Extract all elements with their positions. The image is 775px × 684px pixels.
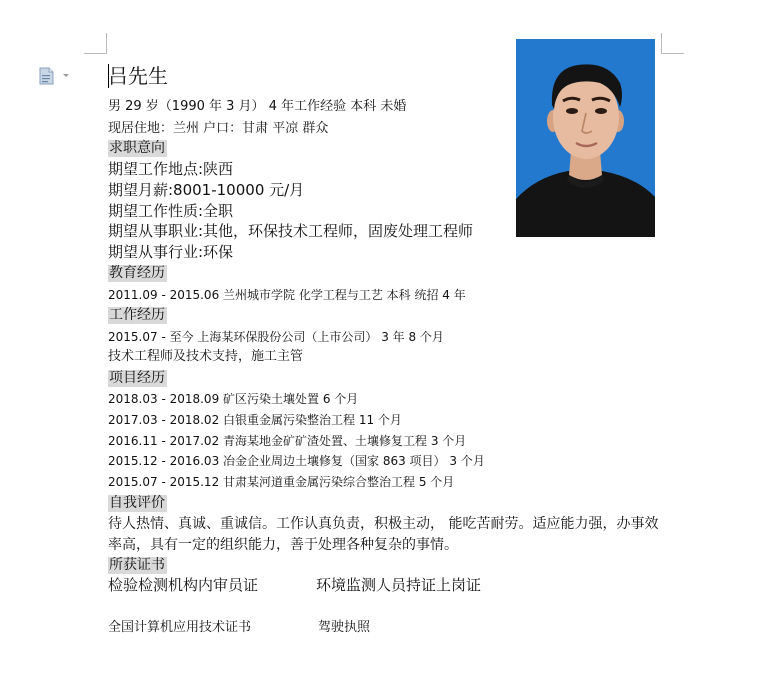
education-entry: 2011.09 - 2015.06 兰州城市学院 化学工程与工艺 本科 统招 4 年 [108,288,466,302]
work-description: 技术工程师及技术支持，施工主管 [108,349,304,364]
margin-corner-top-left [84,33,107,54]
section-heading-education: 教育经历 [109,265,165,281]
list-item: 2015.07 - 2015.12 甘肃某河道重金属污染综合整治工程 5 个月 [108,475,455,489]
certificate-item: 驾驶执照 [318,620,371,635]
document-options-button[interactable] [38,67,72,85]
chevron-down-icon [63,74,69,77]
certificate-item: 环境监测人员持证上岗证 [316,576,482,594]
list-item: 2018.03 - 2018.09 矿区污染土壤处置 6 个月 [108,392,359,406]
document-icon [38,67,72,85]
intention-location: 期望工作地点:陕西 [108,160,234,178]
profile-photo [516,39,655,237]
intention-type: 期望工作性质:全职 [108,202,234,220]
self-eval-text: 待人热情、真诚、重诚信。工作认真负责，积极主动， 能吃苦耐劳。适应能力强，办事效率高，具有一定的组织能力，善于处理各种复杂的事情。 [108,516,659,553]
basic-info-line-2: 现居住地：兰州 户口：甘肃 平凉 群众 [108,121,329,136]
intention-job: 期望从事职业:其他，环保技术工程师，固废处理工程师 [108,222,474,240]
intention-industry: 期望从事行业:环保 [108,243,234,261]
candidate-name: 吕先生 [108,64,168,88]
work-entry: 2015.07 - 至今 上海某环保股份公司（上市公司） 3 年 8 个月 [108,330,444,344]
certificate-item: 全国计算机应用技术证书 [108,620,252,635]
list-item: 2015.12 - 2016.03 冶金企业周边土壤修复（国家 863 项目） 3 个月 [108,454,485,468]
section-heading-projects: 项目经历 [109,370,165,386]
section-heading-self-eval: 自我评价 [109,495,165,511]
section-heading-work: 工作经历 [109,307,165,323]
margin-corner-top-right [661,33,684,54]
list-item: 2017.03 - 2018.02 白银重金属污染整治工程 11 个月 [108,413,402,427]
certificate-item: 检验检测机构内审员证 [108,576,259,594]
section-heading-intention: 求职意向 [109,140,165,156]
intention-salary: 期望月薪:8001-10000 元/月 [108,181,305,199]
list-item: 2016.11 - 2017.02 青海某地金矿矿渣处置、土壤修复工程 3 个月 [108,434,467,448]
basic-info-line-1: 男 29 岁（1990 年 3 月） 4 年工作经验 本科 未婚 [108,99,407,114]
section-heading-certificates: 所获证书 [109,557,165,573]
